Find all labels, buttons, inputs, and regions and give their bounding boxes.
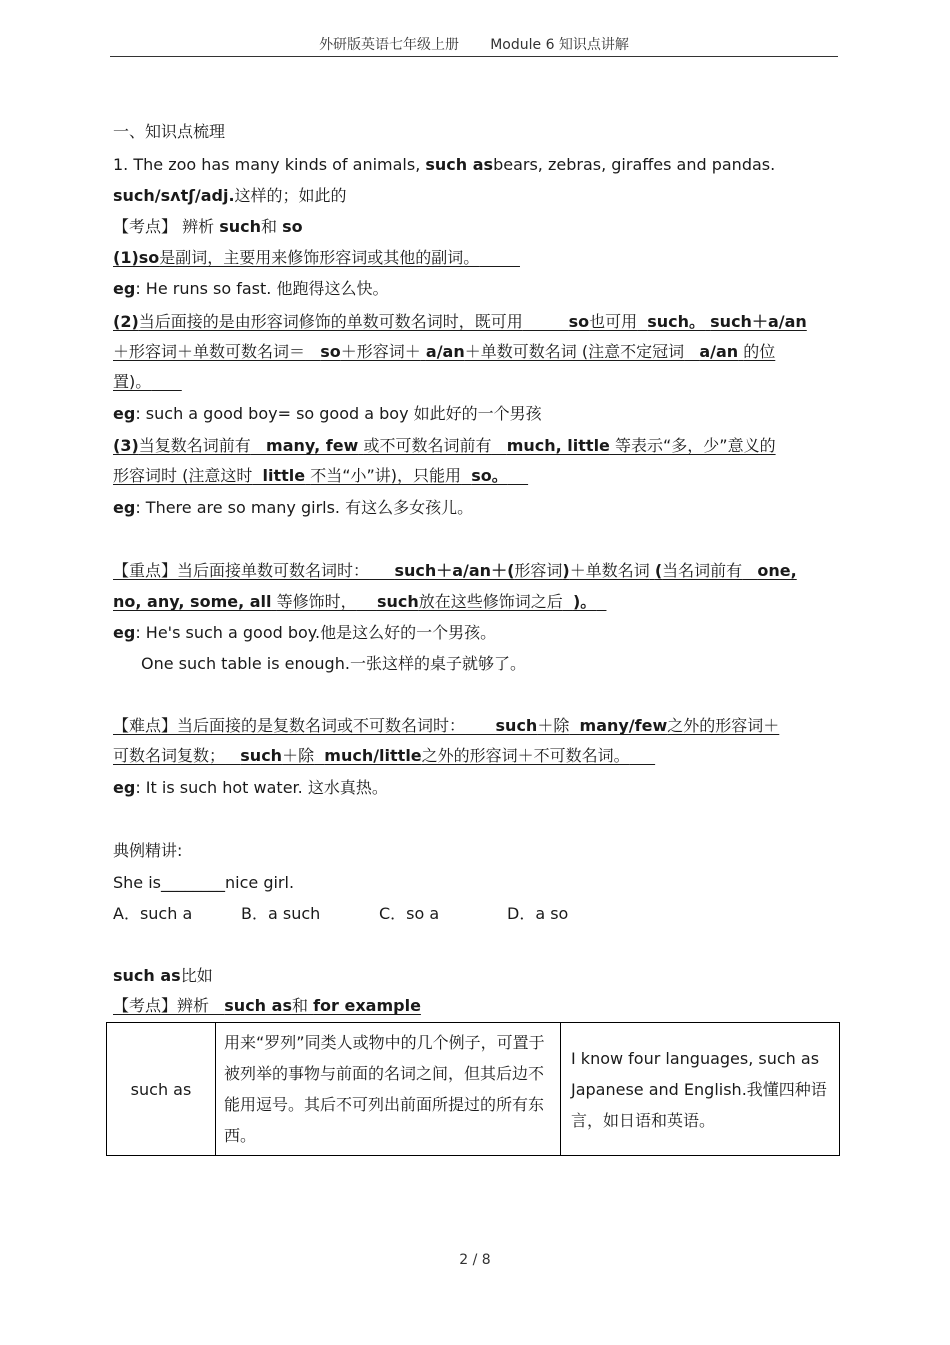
kaodian-such-so: 【考点】 辨析 such和 so	[113, 217, 303, 236]
usage-cell: 用来“罗列”同类人或物中的几个例子，可置于被列举的事物与前面的名词之间，但其后边不能用逗号。其后不可列出前面所提过的所有东西。	[216, 1023, 561, 1156]
zhongdian-line-1: 【重点】当后面接单数可数名词时： such＋a/an＋(形容词)＋单数名词 (当名词前有 one,	[113, 561, 797, 580]
option-b: B．a such	[241, 904, 321, 923]
example-cell: I know four languages, such as Japanese and English.我懂四种语言，如日语和英语。	[561, 1023, 840, 1156]
example-1: eg: He runs so fast. 他跑得这么快。	[113, 279, 389, 298]
point-3-line-2: 形容词时 (注意这时 little 不当“小”讲)，只能用 so。	[113, 466, 508, 485]
example-5: eg: It is such hot water. 这水真热。	[113, 778, 388, 797]
point-2-line-1: (2)当后面接的是由形容词修饰的单数可数名词时，既可用 so也可用 such。 such＋a/an	[113, 312, 807, 331]
header-book: 外研版英语七年级上册	[319, 37, 460, 53]
nandian-line-1: 【难点】当后面接的是复数名词或不可数名词时： such＋除 many/few之外的形容词＋	[113, 716, 780, 735]
section-title: 一、知识点梳理	[113, 122, 226, 141]
point-2-line-3: 置)。	[113, 372, 152, 391]
page-number: 2 / 8	[459, 1252, 491, 1268]
example-2: eg: such a good boy= so good a boy 如此好的一个男孩	[113, 404, 542, 423]
point-1: (1)so是副词，主要用来修饰形容词或其他的副词。	[113, 248, 480, 267]
example-4b: One such table is enough.一张这样的桌子就够了。	[141, 654, 526, 673]
option-d: D．a so	[507, 904, 569, 923]
term-cell: such as	[107, 1023, 216, 1156]
point-2-line-2: ＋形容词＋单数可数名词＝ so＋形容词＋ a/an＋单数可数名词 (注意不定冠词 a/an 的位	[113, 342, 776, 361]
option-c: C．so a	[379, 904, 440, 923]
example-4: eg: He's such a good boy.他是这么好的一个男孩。	[113, 623, 497, 642]
options	[113, 904, 568, 924]
example-title: 典例精讲:	[113, 841, 183, 860]
such-definition: such/sʌtʃ/adj.这样的；如此的	[113, 186, 347, 205]
header-rule	[110, 56, 838, 57]
question: She is________nice girl.	[113, 873, 295, 892]
option-a: A．such a	[113, 904, 193, 923]
point-3-line-1: (3)当复数名词前有 many, few 或不可数名词前有 much, little 等表示“多，少”意义的	[113, 436, 776, 455]
header-module: Module 6 知识点讲解	[490, 37, 629, 53]
kaodian-such-as: 【考点】辨析 such as和 for example	[113, 996, 421, 1015]
item-1: 1. The zoo has many kinds of animals, such asbears, zebras, giraffes and pandas.	[113, 155, 776, 174]
nandian-line-2: 可数名词复数； such＋除 much/little之外的形容词＋不可数名词。	[113, 746, 630, 765]
example-3: eg: There are so many girls. 有这么多女孩儿。	[113, 498, 474, 517]
zhongdian-line-2: no, any, some, all 等修饰时， such放在这些修饰词之后 )。	[113, 592, 597, 611]
table-row	[107, 1023, 840, 1156]
comparison-table	[106, 1022, 840, 1156]
such-as-heading: such as比如	[113, 966, 213, 985]
page-header	[110, 34, 838, 54]
